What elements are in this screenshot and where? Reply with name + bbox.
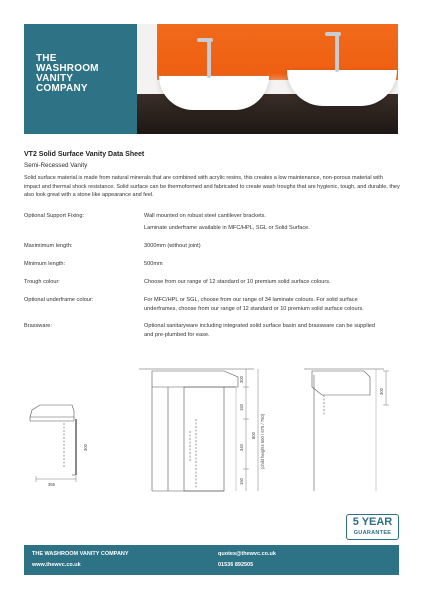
- spec-value-line: underframes, choose from our range of 12 standard or 10 premium solid surface colours.: [144, 306, 364, 312]
- dim-middle-note: (child heights 600 / 675 / 750): [260, 413, 265, 469]
- technical-drawings: [24, 365, 400, 505]
- spec-label: Minimum length:: [24, 261, 66, 267]
- dim-middle-base: 150: [239, 478, 244, 485]
- spec-row-brassware: [24, 322, 400, 340]
- spec-value-line: Choose from our range of 12 standard or 10 premium solid surface colours.: [144, 279, 331, 285]
- dim-middle-top: 300: [239, 376, 244, 383]
- company-logo: [24, 24, 137, 134]
- drawing-left-elevation: [30, 405, 76, 482]
- spec-value-line: 3000mm (without joint): [144, 243, 201, 249]
- spec-row-max-length: [24, 242, 400, 251]
- spec-value: [144, 296, 400, 314]
- spec-row-trough-colour: [24, 278, 400, 287]
- intro-paragraph: Solid surface material is made from natural minerals that are combined with acrylic resins, this creates a low maintenance, non-porous material with impact and thermal shock resistance. Solid surface can be thermoformed and fabricated to create wash troughs that are hygienic, tough, and durable, they also look great with a stone like appearance and feel.: [24, 175, 400, 199]
- spec-value-line: Wall mounted on robust steel cantilever brackets.: [144, 213, 266, 219]
- page-subtitle: Semi-Recessed Vanity: [24, 162, 88, 169]
- spec-row-support-fixing: [24, 212, 400, 233]
- badge-years: 5 YEAR: [352, 516, 393, 528]
- spec-label: Optional Support Fixing:: [24, 213, 85, 219]
- footer-email-link[interactable]: quotes@thewvc.co.uk: [218, 551, 276, 557]
- logo-line: COMPANY: [36, 83, 88, 94]
- drawings-svg: [24, 365, 400, 505]
- spec-label: Maximimum length:: [24, 243, 73, 249]
- dim-left-height: 300: [83, 444, 88, 451]
- footer-bar: [24, 545, 399, 575]
- spec-value: [144, 322, 400, 340]
- spec-row-underframe-colour: [24, 296, 400, 314]
- spec-value-line: and pre-plumbed for ease.: [144, 332, 210, 338]
- drawing-middle-elevation: [139, 369, 258, 491]
- page-title: VT2 Solid Surface Vanity Data Sheet: [24, 151, 145, 158]
- spec-row-min-length: [24, 260, 400, 269]
- spec-label: Brassware:: [24, 323, 52, 329]
- dim-middle-mid: 150: [239, 404, 244, 411]
- spec-label: Trough colour:: [24, 279, 60, 285]
- guarantee-badge: [346, 514, 399, 540]
- logo-line: VANITY: [36, 73, 74, 84]
- footer-phone-link[interactable]: 01536 892505: [218, 562, 254, 568]
- footer-company-name: THE WASHROOM VANITY COMPANY: [32, 551, 129, 557]
- header-banner: [24, 24, 398, 134]
- spec-value-line: Laminate underframe available in MFC/HPL, SGL or Solid Surface.: [144, 225, 310, 231]
- dim-right-top: 300: [379, 388, 384, 395]
- spec-value: [144, 212, 400, 233]
- spec-value: [144, 242, 400, 251]
- dim-middle-lower: 340: [239, 444, 244, 451]
- spec-value-line: 500mm: [144, 261, 163, 267]
- spec-value-line: For MFC/HPL or SGL, choose from our range of 34 laminate colours. For solid surface: [144, 297, 358, 303]
- dim-middle-overall: 800: [251, 432, 256, 439]
- drawing-right-elevation: [304, 369, 389, 491]
- spec-value: [144, 278, 400, 287]
- logo-line: WASHROOM: [36, 63, 99, 74]
- spec-label: Optional underframe colour:: [24, 297, 94, 303]
- spec-value: [144, 260, 400, 269]
- logo-line: THE: [36, 53, 57, 64]
- dim-left-width: 355: [48, 482, 55, 487]
- vanity-photo: [137, 24, 398, 134]
- spec-value-line: Optional sanitaryware including integrated solid surface basin and brassware can be supplied: [144, 323, 376, 329]
- footer-website-link[interactable]: www.thewvc.co.uk: [32, 562, 81, 568]
- badge-label: GUARANTEE: [353, 530, 392, 536]
